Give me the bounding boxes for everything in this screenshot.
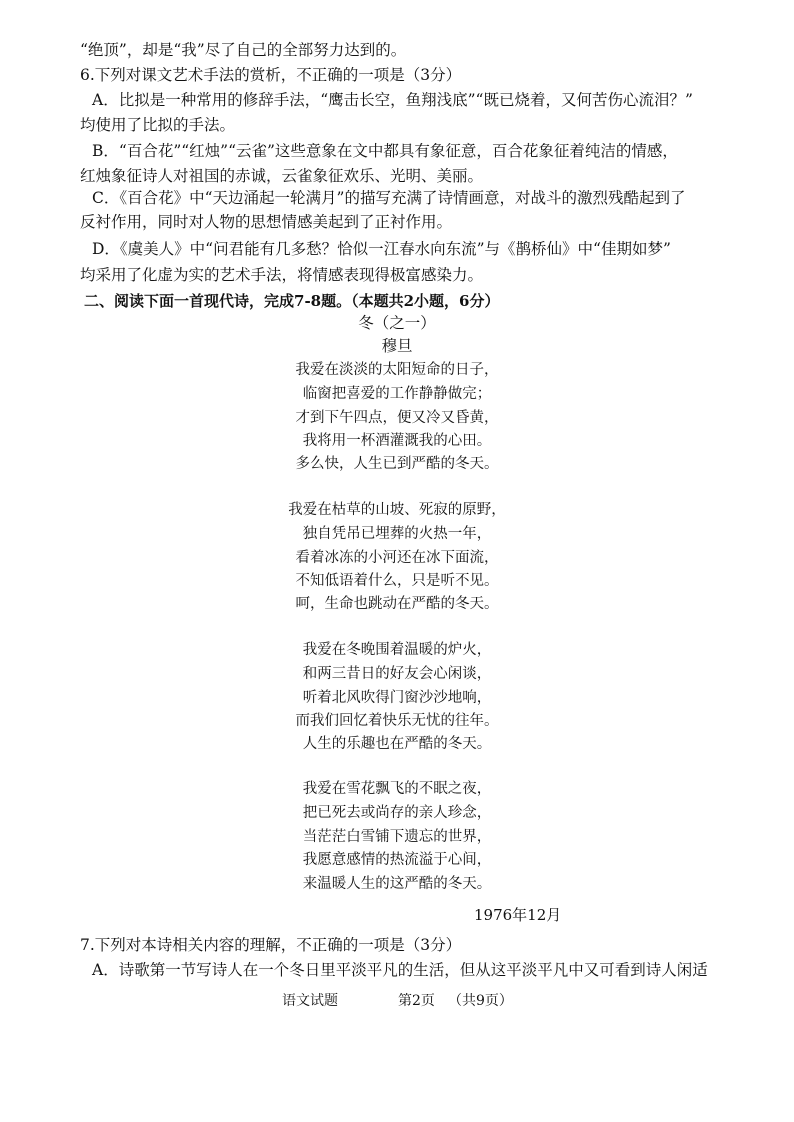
poem-line: 我爱在冬晚围着温暖的炉火， (302, 642, 492, 658)
q6-option-b-line2: 红烛象征诗人对祖国的赤诚，云雀象征欢乐、光明、美丽。 (80, 167, 484, 185)
poem-line: 我将用一杯酒灌溉我的心田。 (302, 433, 492, 449)
q6-option-c-line2: 反衬作用，同时对人物的思想情感美起到了正衬作用。 (80, 213, 453, 231)
poem-line: 听着北风吹得门窗沙沙地响， (302, 690, 492, 706)
poem-author: 穆旦 (381, 337, 413, 355)
continued-answer-text: “绝顶”，却是“我”尽了自己的全部努力达到的。 (80, 41, 407, 59)
poem-line: 我愿意感情的热流溢于心间， (302, 852, 492, 868)
footer-subject: 语文试题 (282, 993, 338, 1009)
q6-option-b-line1: B．“百合花”“红烛”“云雀”这些意象在文中都具有象征意，百合花象征着纯洁的情感， (92, 142, 678, 160)
poem-line: 我爱在淡淡的太阳短命的日子， (295, 362, 499, 378)
poem-date: 1976年12月 (474, 906, 562, 924)
poem-line: 把已死去或尚存的亲人珍念， (302, 805, 492, 821)
poem-line: 和两三昔日的好友会心闲谈， (302, 666, 492, 682)
poem-line: 多么快，人生已到严酷的冬天。 (295, 456, 499, 472)
question-6-stem: 6.下列对课文艺术手法的赏析，不正确的一项是（3分） (80, 66, 462, 84)
question-7-stem: 7.下列对本诗相关内容的理解，不正确的一项是（3分） (80, 936, 462, 954)
footer-page-number: 第2页 (398, 993, 435, 1009)
poem-title: 冬（之一） (358, 314, 436, 332)
poem-line: 我爱在枯草的山坡、死寂的原野， (288, 502, 506, 518)
poem-line: 而我们回忆着快乐无忧的往年。 (295, 713, 499, 729)
poem-line: 不知低语着什么，只是听不见。 (295, 573, 499, 589)
poem-line: 独自凭吊已埋葬的火热一年， (302, 526, 492, 542)
poem-line: 呵，生命也跳动在严酷的冬天。 (295, 596, 499, 612)
q6-option-d-line1: D．《虞美人》中“问君能有几多愁？恰似一江春水向东流”与《鹊桥仙》中“佳期如梦” (92, 240, 671, 258)
section-2-heading: 二、阅读下面一首现代诗，完成7-8题。（本题共2小题，6分） (84, 292, 500, 310)
poem-line: 人生的乐趣也在严酷的冬天。 (302, 736, 492, 752)
q6-option-d-line2: 均采用了化虚为实的艺术手法，将情感表现得极富感染力。 (80, 266, 484, 284)
poem-line: 看着冰冻的小河还在冰下面流， (295, 550, 499, 566)
poem-line: 才到下午四点，便又冷又昏黄， (295, 410, 499, 426)
q6-option-a-line1: A．比拟是一种常用的修辞手法，“鹰击长空，鱼翔浅底”“既已烧着，又何苦伤心流泪？” (92, 91, 693, 109)
poem-line: 来温暖人生的这严酷的冬天。 (302, 876, 492, 892)
poem-line: 我爱在雪花飘飞的不眠之夜， (302, 781, 492, 797)
q6-option-c-line1: C．《百合花》中“天边涌起一轮满月”的描写充满了诗情画意，对战斗的激烈残酷起到了 (92, 189, 686, 207)
footer-page-total: （共9页） (448, 993, 513, 1009)
poem-line: 临窗把喜爱的工作静静做完； (302, 386, 492, 402)
q6-option-a-line2: 均使用了比拟的手法。 (80, 116, 236, 134)
q7-option-a-line1: A．诗歌第一节写诗人在一个冬日里平淡平凡的生活，但从这平淡平凡中又可看到诗人闲适 (92, 961, 708, 979)
poem-line: 当茫茫白雪铺下遗忘的世界， (302, 829, 492, 845)
